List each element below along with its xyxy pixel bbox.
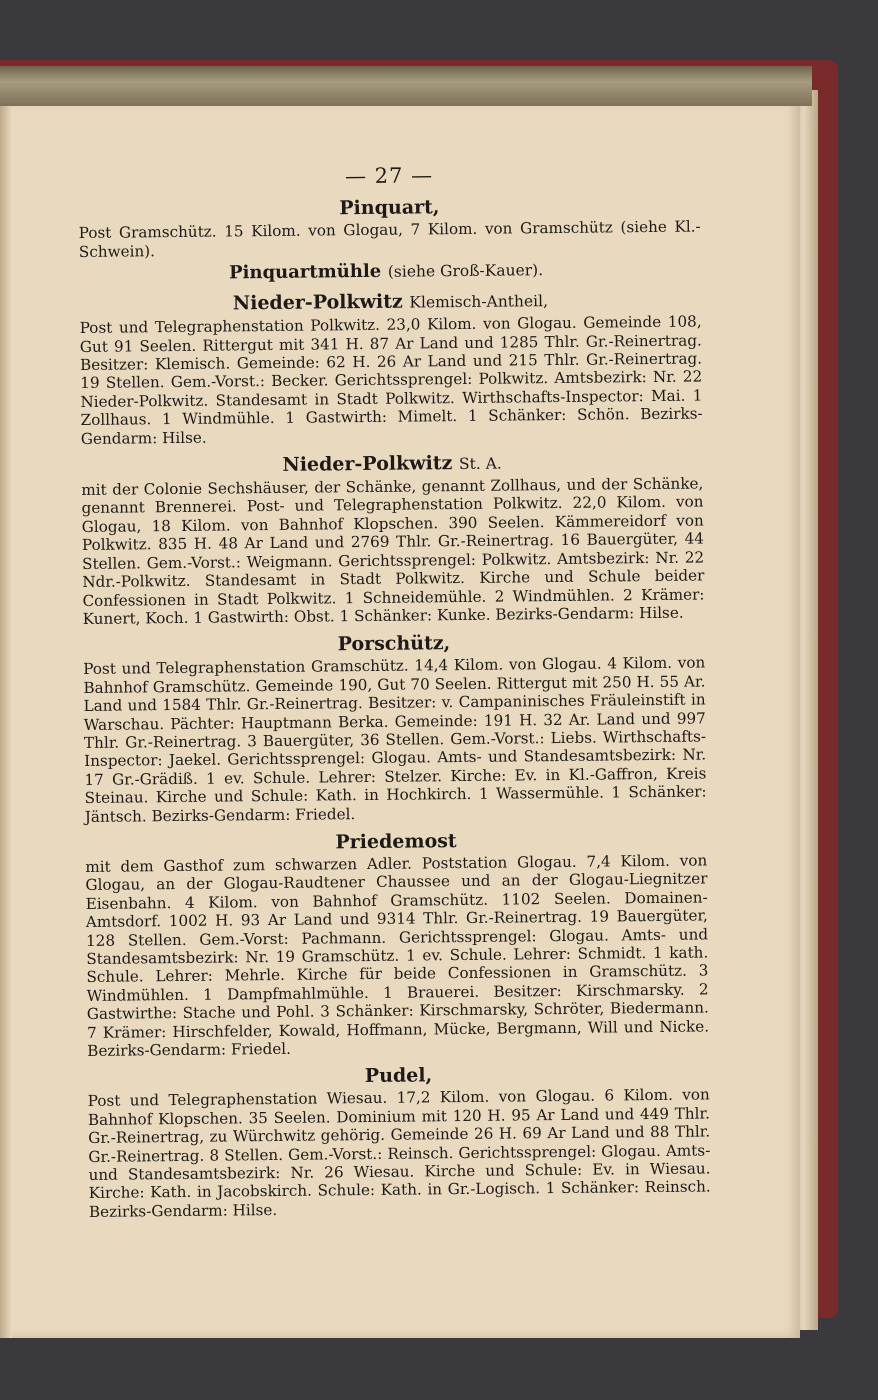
entry-text-nieder-polkwitz-klemisch: Post und Telegraphenstation Polkwitz. 23,0 Kilom. von Glogau. Gemeinde 108, Gut 91 Seelen. Rittergut mit 341 H. 87 Ar Land und 1285 Thlr. Gr.-Reinertrag. Besitzer: Klemisch. Gemeinde: 62 H. 26 Ar Land und 215 Thlr. Gr.-Reinertrag. 19 Stellen. Gem.-Vorst.: Becker. Gerichtssprengel: Polkwitz. Amtsbezirk: Nr. 22 Nieder-Polkwitz. Standesamt in Stadt Polkwitz. Wirthschafts-Inspector: Mai. 1 Zollhaus. 1 Windmühle. 1 Gastwirth: Mimelt. 1 Schänker: Schön. Bezirks-Gendarm: Hilse.: [79, 312, 703, 448]
entry-title: Pinquart,: [339, 196, 440, 220]
entry-text-priedemost: mit dem Gasthof zum schwarzen Adler. Poststation Glogau. 7,4 Kilom. von Glogau, an der Glogau-Raudtener Chaussee und an der Glogau-Liegnitzer Eisenbahn. 4 Kilom. von Bahnhof Gramschütz. 1102 Seelen. Domainen-Amtsdorf. 1002 H. 93 Ar Land und 9314 Thlr. Gr.-Reinertrag. 19 Bauergüter, 128 Stellen. Gem.-Vorst: Pachmann. Gerichtssprengel: Glogau. Amts- und Standesamtsbezirk: Nr. 19 Gramschütz. 1 ev. Schule. Lehrer: Schmidt. 1 kath. Schule. Lehrer: Mehrle. Kirche für beide Confessionen in Gramschütz. 3 Windmühlen. 1 Dampfmahlmühle. 1 Brauerei. Besitzer: Kirschmarsky. 2 Gastwirthe: Stache und Pohl. 3 Schänker: Kirschmarsky, Schröter, Biedermann. 7 Krämer: Hirschfelder, Kowald, Hoffmann, Mücke, Bergmann, Will und Nicke. Bezirks-Gendarm: Friedel.: [85, 851, 710, 1060]
page-number: — 27 —: [344, 163, 434, 189]
entry-title: Pudel,: [364, 1064, 433, 1088]
page-gutter: [0, 100, 12, 1338]
entry-title: Priedemost: [335, 830, 457, 854]
entry-text-pinquart: Post Gramschütz. 15 Kilom. von Glogau, 7 Kilom. von Gramschütz (siehe Kl.-Schwein).: [78, 217, 701, 261]
entry-suffix: Klemisch-Antheil,: [409, 292, 549, 312]
page-content: [78, 163, 711, 1223]
entry-title: Nieder-Polkwitz: [232, 290, 403, 315]
entry-title: Porschütz,: [337, 632, 451, 656]
entry-text-pudel: Post und Telegraphenstation Wiesau. 17,2 Kilom. von Glogau. 6 Kilom. von Bahnhof Klopschen. 35 Seelen. Dominium mit 120 H. 95 Ar Land und 449 Thlr. Gr.-Reinertrag, zu Würchwitz gehörig. Gemeinde 26 H. 69 Ar Land und 88 Thlr. Gr.-Reinertrag. 8 Stellen. Gem.-Vorst.: Reinsch. Gerichtssprengel: Glogau. Amts- und Standesamtsbezirk: Nr. 26 Wiesau. Kirche und Schule: Ev. in Wiesau. Kirche: Kath. in Jacobskirch. Schule: Kath. in Gr.-Logisch. 1 Schänker: Reinsch. Bezirks-Gendarm: Hilse.: [87, 1085, 711, 1221]
entry-heading-pinquartmuehle: [229, 257, 701, 285]
page-top-edge: [0, 66, 812, 106]
entry-text-nieder-polkwitz-st-a: mit der Colonie Sechshäuser, der Schänke, genannt Zollhaus, und der Schänke, genannt Brennerei. Post- und Telegraphenstation Polkwitz. 22,0 Kilom. von Glogau, 18 Kilom. von Bahnhof Klopschen. 390 Seelen. Kämmereidorf von Polkwitz. 835 H. 48 Ar Land und 2769 Thlr. Gr.-Reinertrag. 16 Bauergüter, 44 Stellen. Gem.-Vorst.: Weigmann. Gerichtssprengel: Polkwitz. Amtsbezirk: Nr. 22 Ndr.-Polkwitz. Standesamt in Stadt Polkwitz. Kirche und Schule beider Confessionen in Stadt Polkwitz. 1 Schneidemühle. 2 Windmühlen. 2 Krämer: Kunert, Koch. 1 Gastwirth: Obst. 1 Schänker: Kunke. Bezirks-Gendarm: Hilse.: [81, 474, 705, 628]
entry-suffix: (siehe Groß-Kauer).: [387, 261, 544, 281]
entry-suffix: St. A.: [458, 454, 502, 474]
entry-title: Pinquartmühle: [228, 261, 382, 284]
entry-text-porschuetz: Post und Telegraphenstation Gramschütz. 14,4 Kilom. von Glogau. 4 Kilom. von Bahnhof Gramschütz. Gemeinde 190, Gut 70 Seelen. Rittergut mit 250 H. 55 Ar. Land und 1584 Thlr. Gr.-Reinertrag. Besitzer: v. Campaninisches Fräuleinstift in Warschau. Pächter: Hauptmann Berka. Gemeinde: 191 H. 32 Ar. Land und 997 Thlr. Gr.-Reinertrag. 3 Bauergüter, 36 Stellen. Gem.-Vorst.: Liebs. Wirthschafts-Inspector: Jaekel. Gerichtssprengel: Glogau. Amts- und Standesamtsbezirk: Nr. 17 Gr.-Grädiß. 1 ev. Schule. Lehrer: Stelzer. Kirche: Ev. in Kl.-Gaffron, Kreis Steinau. Kirche und Schule: Kath. in Hochkirch. 1 Wassermühle. 1 Schänker: Jäntsch. Bezirks-Gendarm: Friedel.: [83, 653, 707, 826]
entry-title: Nieder-Polkwitz: [282, 452, 453, 476]
